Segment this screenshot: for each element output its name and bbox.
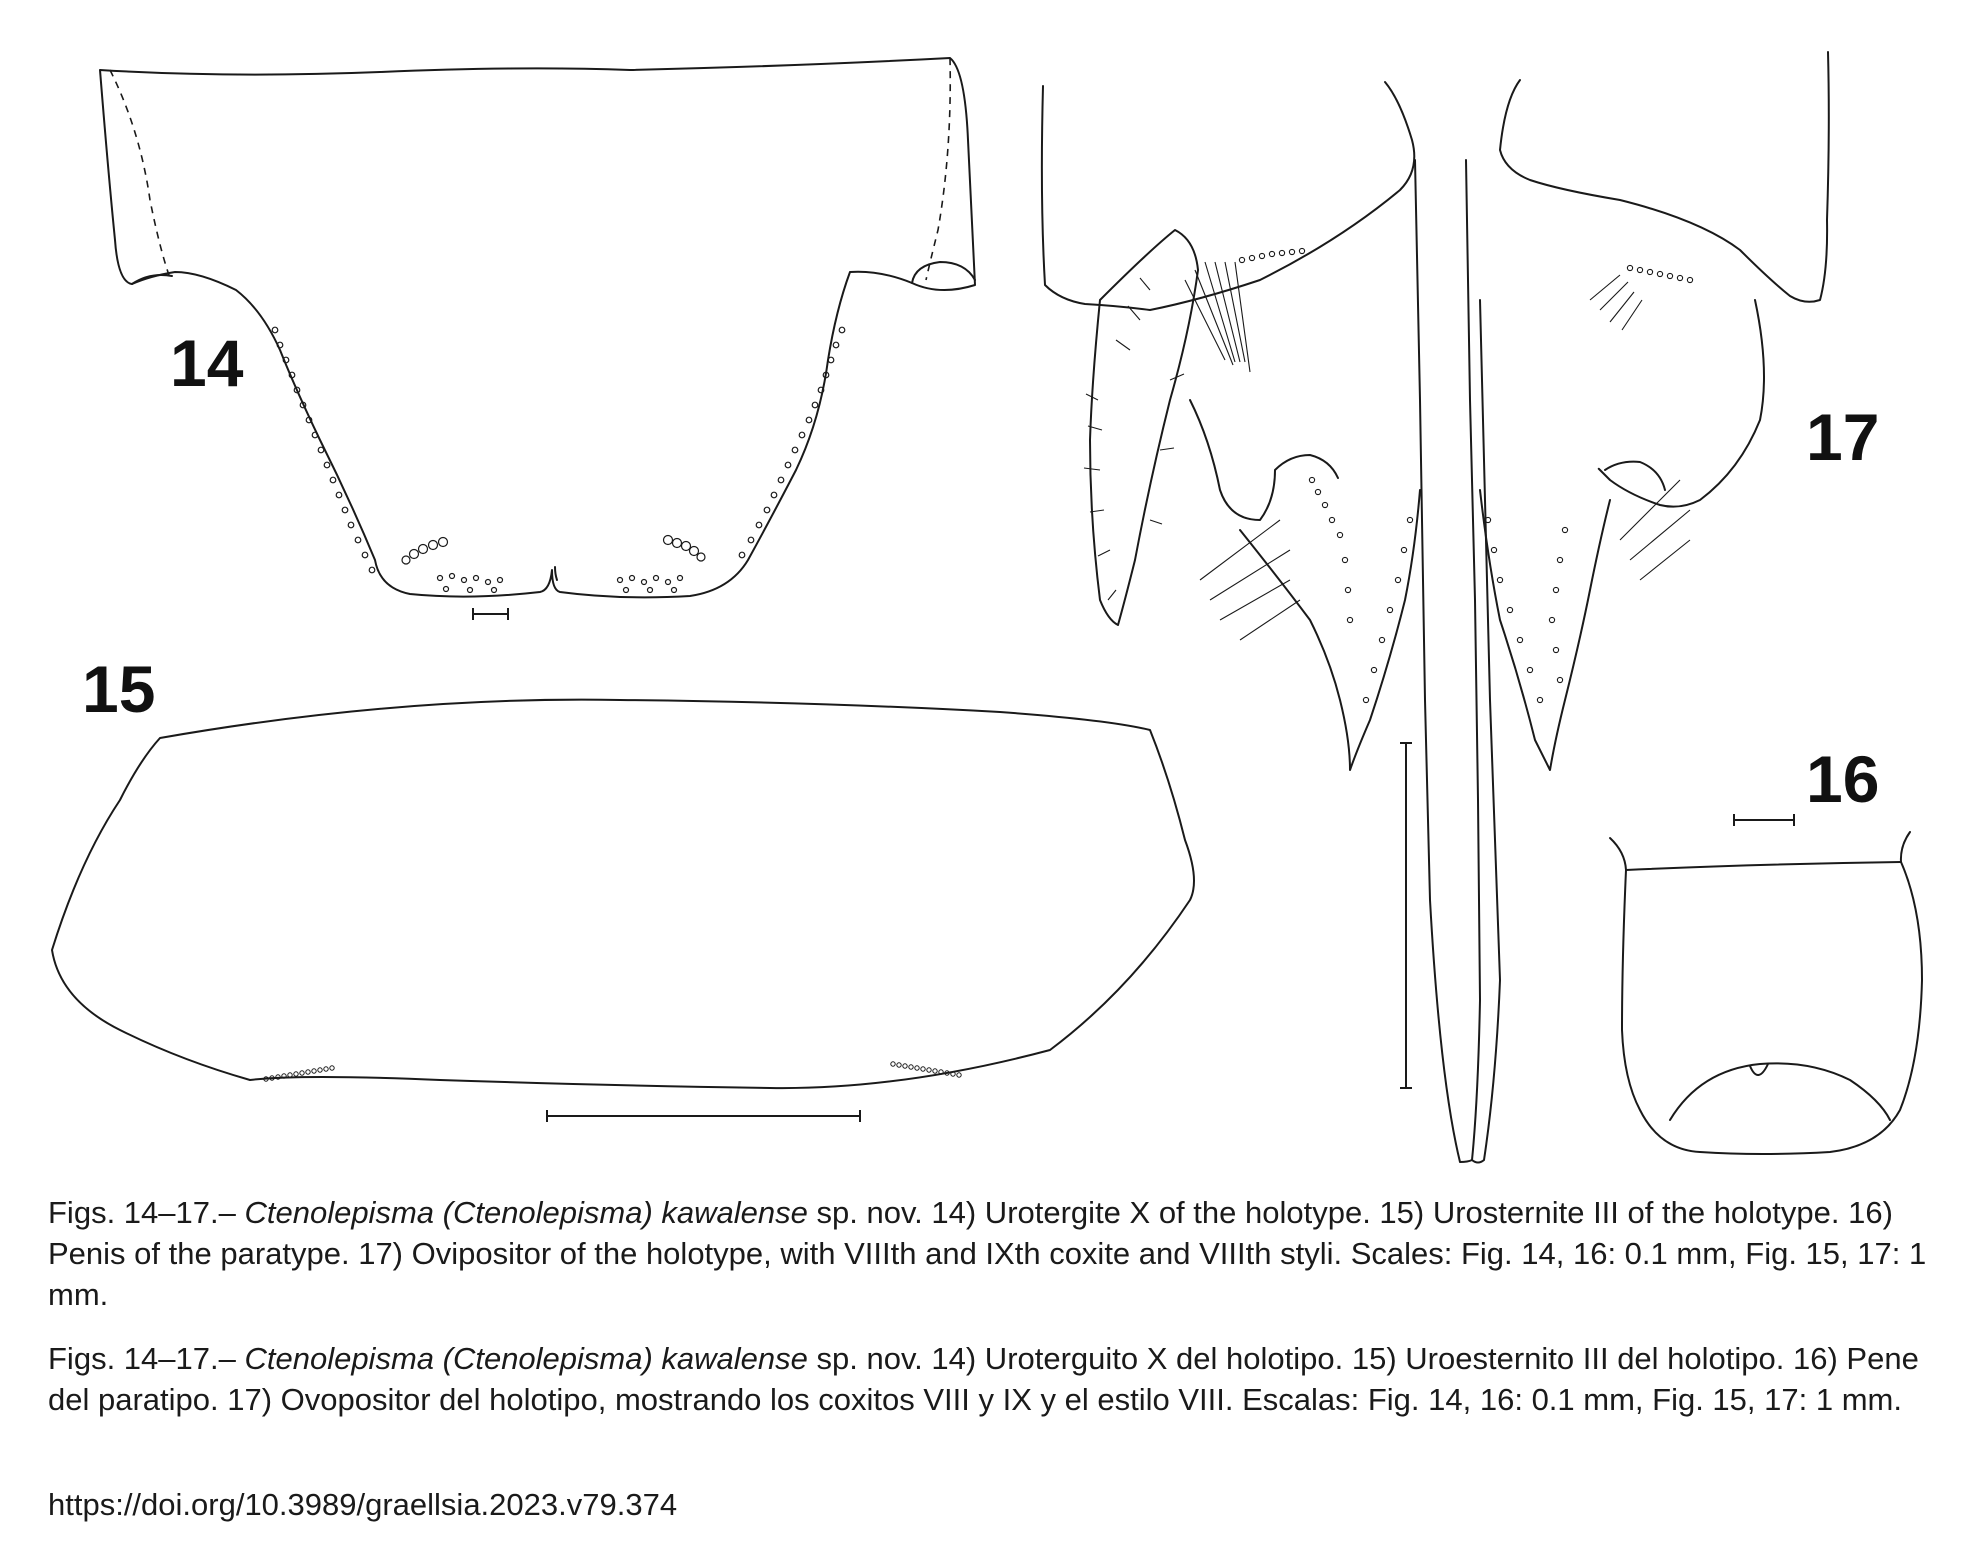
fig15-number: 15 [82,652,156,726]
caption-english [48,1192,1946,1315]
fig14-scale-bar [473,608,508,620]
caption-es-species: Ctenolepisma (Ctenolepisma) kawalense [244,1341,808,1376]
fig16-scale-bar [1734,814,1794,826]
caption-en-species: Ctenolepisma (Ctenolepisma) kawalense [244,1195,808,1230]
fig15-urosternite-drawing [52,700,1194,1088]
caption-es-lead: Figs. 14–17.– [48,1341,245,1376]
fig14-setae-right [618,327,845,592]
fig15-scale-bar [547,1110,860,1122]
caption-es-body: sp. nov. 14) Uroterguito X del holotipo. 15) Uroesternito III del holotipo. 16) Pene del paratipo. 17) Ovopositor del holotipo, mostrando los coxitos VIII y IX y el estilo VIII. Escalas: Fig. 14, 16: 0.1 mm, Fig. 15, 17: 1 mm. [48,1341,1919,1417]
caption-en-lead: Figs. 14–17.– [48,1195,245,1230]
fig14-setae-left [272,327,502,592]
fig16-penis-drawing [1610,832,1922,1154]
fig17-scale-bar [1400,743,1412,1088]
caption-en-body: sp. nov. 14) Urotergite X of the holotype. 15) Urosternite III of the holotype. 16) Penis of the paratype. 17) Ovipositor of the holotype, with VIIIth and IXth coxite and VIIIth styli. Scales: Fig. 14, 16: 0.1 mm, Fig. 15, 17: 1 mm. [48,1195,1927,1312]
fig17-number: 17 [1806,400,1880,474]
fig17-ovipositor-drawing [1042,52,1829,1163]
doi-link[interactable]: https://doi.org/10.3989/graellsia.2023.v79.374 [48,1487,678,1522]
fig16-number: 16 [1806,742,1880,816]
caption-spanish [48,1338,1946,1420]
fig17-setae-dots [1239,248,1692,702]
fig14-number: 14 [170,326,244,400]
